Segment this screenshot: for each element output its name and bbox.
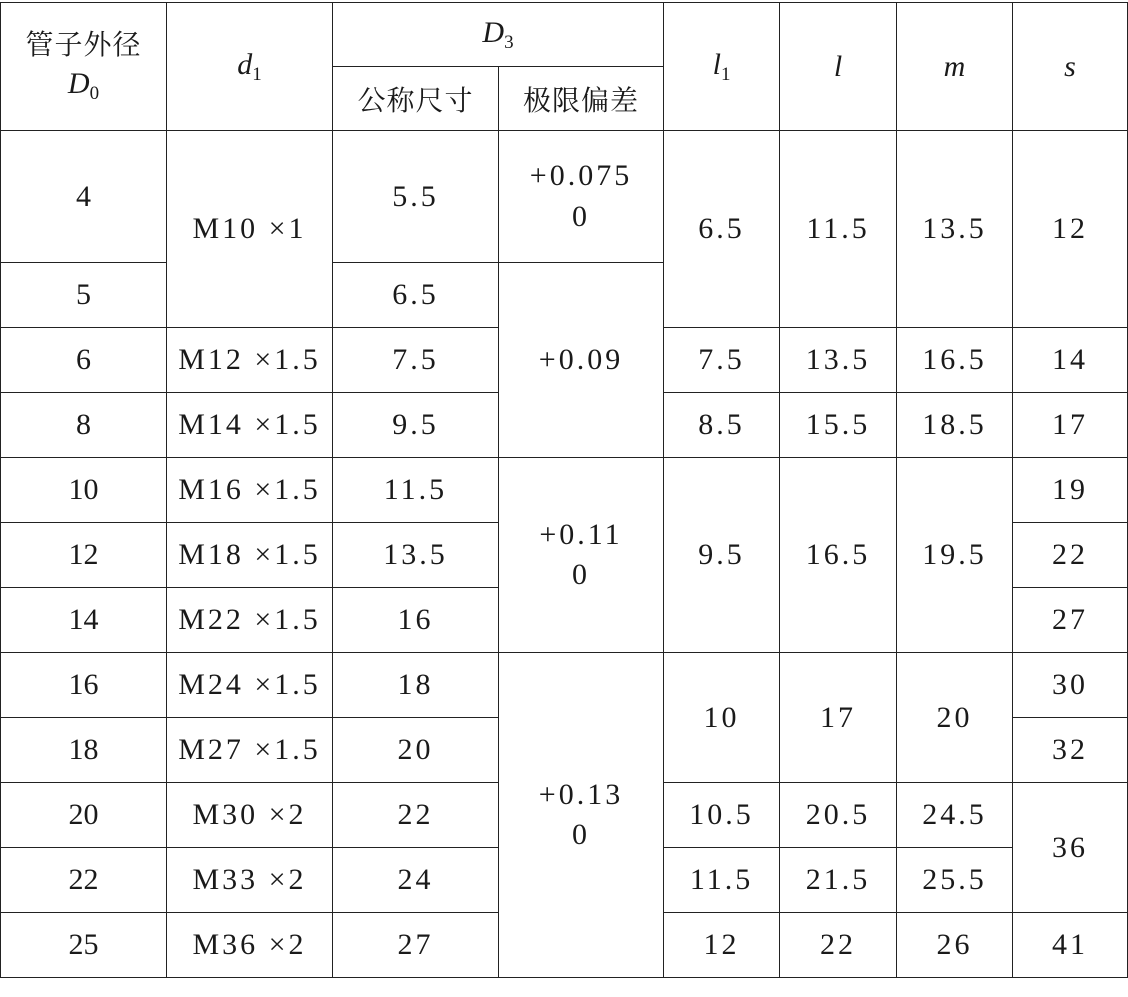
cell-D3-tolerance <box>499 458 664 653</box>
tolerance-lower: 0 <box>572 818 590 851</box>
cell-D3-nominal: 13.5 <box>333 523 499 588</box>
cell-D3-nominal: 24 <box>333 848 499 913</box>
cell-s: 27 <box>1013 588 1128 653</box>
cell-l1: 9.5 <box>664 458 780 653</box>
cell-D0: 16 <box>1 653 167 718</box>
cell-l1: 6.5 <box>664 131 780 328</box>
cell-D0: 22 <box>1 848 167 913</box>
cell-D3-tolerance <box>499 131 664 263</box>
cell-m: 16.5 <box>897 328 1013 393</box>
cell-s: 32 <box>1013 718 1128 783</box>
tolerance-upper: +0.075 <box>529 159 633 192</box>
cell-m: 20 <box>897 653 1013 783</box>
table-row <box>1 131 1128 263</box>
cell-l1: 7.5 <box>664 328 780 393</box>
cell-s: 12 <box>1013 131 1128 328</box>
cell-D0: 25 <box>1 913 167 978</box>
header-l: l <box>780 3 897 131</box>
tolerance-lower: 0 <box>572 558 590 591</box>
cell-D3-nominal: 7.5 <box>333 328 499 393</box>
cell-D3-tolerance: +0.09 <box>499 263 664 458</box>
cell-m: 19.5 <box>897 458 1013 653</box>
cell-s: 41 <box>1013 913 1128 978</box>
cell-s: 30 <box>1013 653 1128 718</box>
table-row <box>1 653 1128 718</box>
header-D3: $D_3$ <box>333 3 664 67</box>
header-s: s <box>1013 3 1128 131</box>
cell-l: 22 <box>780 913 897 978</box>
cell-d1: M12 ×1.5 <box>167 328 333 393</box>
cell-l: 16.5 <box>780 458 897 653</box>
cell-s: 14 <box>1013 328 1128 393</box>
table-row <box>1 458 1128 523</box>
cell-D0: 20 <box>1 783 167 848</box>
cell-d1: M18 ×1.5 <box>167 523 333 588</box>
cell-s: 19 <box>1013 458 1128 523</box>
cell-D0: 12 <box>1 523 167 588</box>
cell-D3-nominal: 6.5 <box>333 263 499 328</box>
cell-l: 21.5 <box>780 848 897 913</box>
cell-D3-nominal: 11.5 <box>333 458 499 523</box>
cell-m: 24.5 <box>897 783 1013 848</box>
cell-D0: 10 <box>1 458 167 523</box>
dimension-table <box>0 2 1128 978</box>
header-l1: $l_1$ <box>664 3 780 131</box>
cell-s: 36 <box>1013 783 1128 913</box>
header-m: m <box>897 3 1013 131</box>
cell-s: 22 <box>1013 523 1128 588</box>
tolerance-lower: 0 <box>572 199 590 233</box>
cell-d1: M36 ×2 <box>167 913 333 978</box>
cell-l: 17 <box>780 653 897 783</box>
header-row-1 <box>1 3 1128 67</box>
cell-l1: 10.5 <box>664 783 780 848</box>
cell-l1: 10 <box>664 653 780 783</box>
cell-m: 25.5 <box>897 848 1013 913</box>
cell-l: 15.5 <box>780 393 897 458</box>
header-pipe-outer-diameter-label: 管子外径 <box>25 28 142 62</box>
header-nominal-size: 公称尺寸 <box>333 67 499 131</box>
cell-D3-nominal: 16 <box>333 588 499 653</box>
cell-D3-nominal: 22 <box>333 783 499 848</box>
cell-l1: 11.5 <box>664 848 780 913</box>
header-tolerance: 极限偏差 <box>499 67 664 131</box>
cell-D3-tolerance <box>499 653 664 978</box>
cell-m: 26 <box>897 913 1013 978</box>
cell-l1: 8.5 <box>664 393 780 458</box>
cell-D3-nominal: 9.5 <box>333 393 499 458</box>
header-pipe-outer-diameter <box>1 3 167 131</box>
header-D0-symbol: $D_0$ <box>67 67 100 105</box>
cell-l1: 12 <box>664 913 780 978</box>
cell-d1: M24 ×1.5 <box>167 653 333 718</box>
cell-m: 13.5 <box>897 131 1013 328</box>
cell-D3-nominal: 27 <box>333 913 499 978</box>
cell-d1: M27 ×1.5 <box>167 718 333 783</box>
tolerance-upper: +0.13 <box>538 777 624 811</box>
cell-m: 18.5 <box>897 393 1013 458</box>
cell-D3-nominal: 18 <box>333 653 499 718</box>
cell-D0: 4 <box>1 131 167 263</box>
cell-l: 11.5 <box>780 131 897 328</box>
cell-d1: M30 ×2 <box>167 783 333 848</box>
cell-l: 13.5 <box>780 328 897 393</box>
cell-D0: 6 <box>1 328 167 393</box>
cell-d1: M10 ×1 <box>167 131 333 328</box>
tolerance-upper: +0.11 <box>539 517 623 551</box>
header-d1: $d_1$ <box>167 3 333 131</box>
cell-D0: 8 <box>1 393 167 458</box>
cell-D3-nominal: 5.5 <box>333 131 499 263</box>
cell-d1: M16 ×1.5 <box>167 458 333 523</box>
cell-D0: 14 <box>1 588 167 653</box>
cell-d1: M33 ×2 <box>167 848 333 913</box>
cell-d1: M14 ×1.5 <box>167 393 333 458</box>
cell-D3-nominal: 20 <box>333 718 499 783</box>
cell-d1: M22 ×1.5 <box>167 588 333 653</box>
cell-s: 17 <box>1013 393 1128 458</box>
cell-D0: 5 <box>1 263 167 328</box>
cell-l: 20.5 <box>780 783 897 848</box>
cell-D0: 18 <box>1 718 167 783</box>
